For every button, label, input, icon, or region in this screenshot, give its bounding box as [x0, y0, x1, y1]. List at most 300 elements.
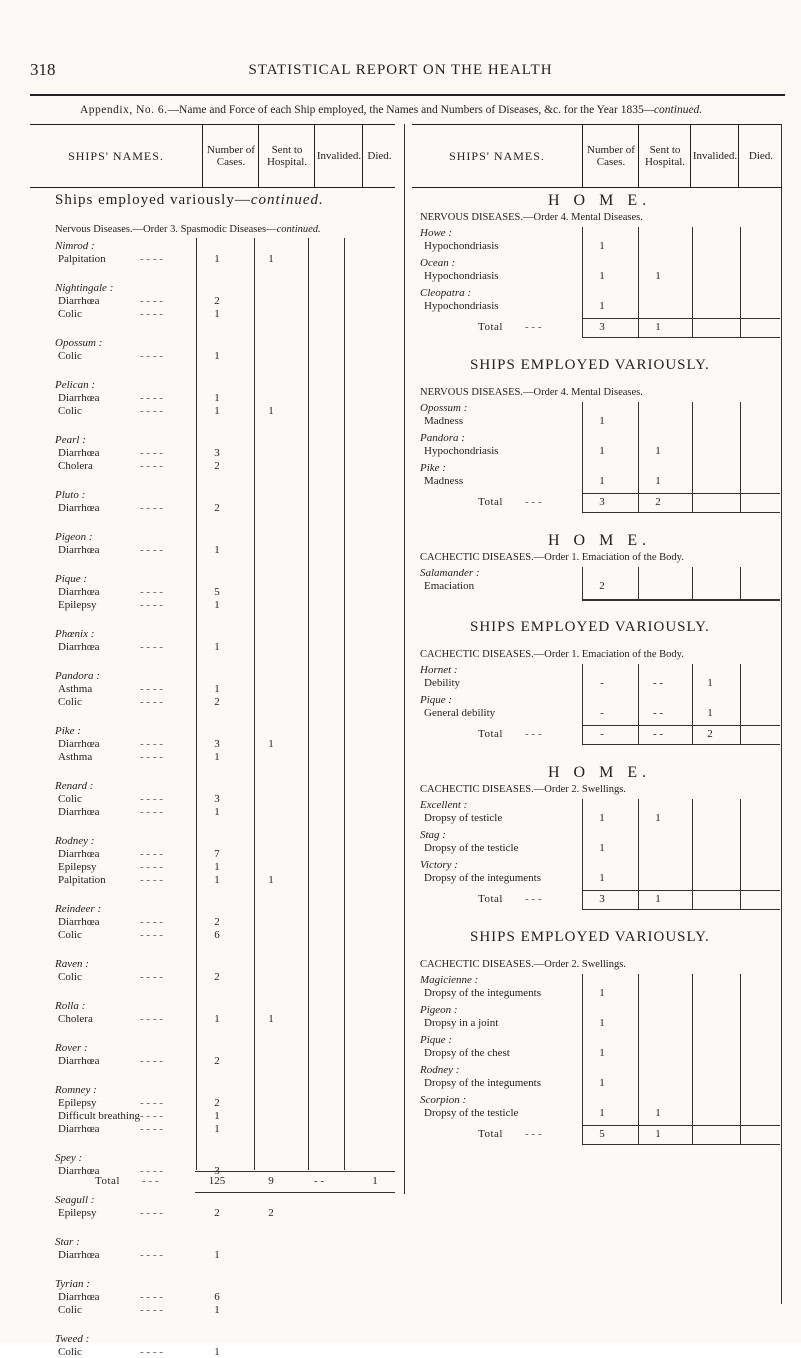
- right-outer-rule: [781, 124, 782, 1304]
- total-label: Total: [478, 496, 503, 508]
- home-heading: H O M E.: [548, 764, 652, 781]
- disease-name: Diarrhœa: [58, 447, 100, 459]
- disease-name: Diarrhœa: [58, 916, 100, 928]
- total-hospital: 2: [655, 496, 661, 508]
- cases-value: 2: [214, 696, 220, 708]
- cases-value: 2: [214, 971, 220, 983]
- disease-name: Diarrhœa: [58, 295, 100, 307]
- total-cases: 5: [599, 1128, 605, 1140]
- ship-name: Pike :: [55, 725, 81, 737]
- disease-name: Dropsy of the integuments: [424, 987, 542, 999]
- column-header-hospital: Sent to Hospital.: [258, 125, 315, 187]
- section-title-main: Ships employed variously—: [55, 192, 251, 208]
- ship-name: Hornet :: [420, 664, 458, 676]
- hospital-value: - -: [652, 677, 664, 689]
- total-cases: -: [600, 728, 604, 740]
- cases-value: 1: [599, 475, 605, 487]
- disease-name: Diarrhœa: [58, 586, 100, 598]
- disease-name: Dropsy in a joint: [424, 1017, 499, 1029]
- ship-name: Excellent :: [420, 799, 468, 811]
- leader-dots: - - - -: [140, 544, 163, 556]
- left-column-rule: [308, 238, 309, 1170]
- left-column-rule: [344, 238, 345, 1170]
- total-cases: 3: [599, 893, 605, 905]
- left-subhead-cont: continued.: [276, 224, 321, 235]
- block-subhead: CACHECTIC DISEASES.—Order 1. Emaciation of the Body.: [420, 649, 684, 660]
- cases-value: 1: [599, 812, 605, 824]
- cases-value: 1: [214, 1346, 220, 1358]
- disease-name: Diarrhœa: [58, 1165, 100, 1177]
- leader-dots: - - - -: [140, 502, 163, 514]
- block-subhead: CACHECTIC DISEASES.—Order 2. Swellings.: [420, 959, 626, 970]
- cases-value: 7: [214, 848, 220, 860]
- ship-name: Pearl :: [55, 434, 86, 446]
- block-column-rule: [692, 227, 693, 337]
- cases-value: 2: [214, 1097, 220, 1109]
- cases-value: 1: [599, 842, 605, 854]
- ship-name: Magicienne :: [420, 974, 479, 986]
- cases-value: 1: [214, 1110, 220, 1122]
- leader-dots: - - - -: [140, 806, 163, 818]
- ship-name: Star :: [55, 1236, 80, 1248]
- ship-name: Tweed :: [55, 1333, 90, 1345]
- ship-name: Spey :: [55, 1152, 83, 1164]
- total-invalided: - -: [313, 1175, 325, 1187]
- ship-name: Pique :: [420, 694, 453, 706]
- leader-dots: - - -: [525, 893, 542, 905]
- ship-name: Opossum :: [55, 337, 103, 349]
- page-number: 318: [30, 60, 56, 79]
- cases-value: 1: [599, 415, 605, 427]
- block-column-rule: [582, 227, 583, 337]
- disease-name: Epilepsy: [58, 1207, 97, 1219]
- varied-heading: SHIPS EMPLOYED VARIOUSLY.: [470, 619, 710, 635]
- cases-value: 1: [599, 1017, 605, 1029]
- block-column-rule: [692, 799, 693, 909]
- block-column-rule: [582, 402, 583, 512]
- cases-value: 1: [214, 350, 220, 362]
- leader-dots: - - - -: [140, 971, 163, 983]
- varied-heading: SHIPS EMPLOYED VARIOUSLY.: [470, 929, 710, 945]
- cases-value: 2: [214, 1055, 220, 1067]
- ship-name: Reindeer :: [55, 903, 102, 915]
- block-bottom-rule: [582, 599, 780, 601]
- cases-value: 1: [214, 874, 220, 886]
- hospital-value: 2: [268, 1207, 274, 1219]
- left-section-title: [55, 192, 324, 209]
- disease-name: Colic: [58, 929, 82, 941]
- cases-value: 5: [214, 586, 220, 598]
- disease-name: Hypochondriasis: [424, 300, 499, 312]
- leader-dots: - - - -: [140, 586, 163, 598]
- disease-name: Colic: [58, 1304, 82, 1316]
- ship-name: Pluto :: [55, 489, 86, 501]
- column-header-hospital: Sent to Hospital.: [638, 125, 691, 187]
- cases-value: 1: [599, 300, 605, 312]
- cases-value: 2: [214, 916, 220, 928]
- total-top-rule: [582, 318, 780, 319]
- disease-name: Colic: [58, 308, 82, 320]
- total-top-rule: [582, 493, 780, 494]
- leader-dots: - - -: [525, 321, 542, 333]
- cases-value: 1: [214, 392, 220, 404]
- cases-value: 1: [214, 683, 220, 695]
- disease-name: Colic: [58, 971, 82, 983]
- cases-value: 1: [214, 861, 220, 873]
- column-header-invalided: Invalided.: [690, 125, 739, 187]
- hospital-value: 1: [655, 812, 661, 824]
- total-hospital: 1: [655, 893, 661, 905]
- disease-name: Hypochondriasis: [424, 270, 499, 282]
- section-title-cont: continued.: [250, 192, 324, 208]
- ship-name: Pike :: [420, 462, 446, 474]
- column-header-cases: Number of Cases.: [582, 125, 639, 187]
- disease-name: Diarrhœa: [58, 502, 100, 514]
- leader-dots: - - - -: [140, 1123, 163, 1135]
- ship-name: Romney :: [55, 1084, 97, 1096]
- block-column-rule: [740, 664, 741, 744]
- ship-name: Nightingale :: [55, 282, 114, 294]
- ship-name: Nimrod :: [55, 240, 95, 252]
- block-subhead: CACHECTIC DISEASES.—Order 1. Emaciation of the Body.: [420, 552, 684, 563]
- block-column-rule: [582, 799, 583, 909]
- leader-dots: - - - -: [140, 683, 163, 695]
- cases-value: 1: [214, 405, 220, 417]
- disease-name: Dropsy of the testicle: [424, 1107, 519, 1119]
- ship-name: Phœnix :: [55, 628, 95, 640]
- leader-dots: - - - -: [140, 874, 163, 886]
- hospital-value: 1: [655, 270, 661, 282]
- leader-dots: - - - -: [140, 916, 163, 928]
- cases-value: 2: [214, 460, 220, 472]
- leader-dots: - - - -: [140, 751, 163, 763]
- cases-value: 1: [599, 872, 605, 884]
- cases-value: 1: [214, 599, 220, 611]
- block-column-rule: [582, 664, 583, 744]
- leader-dots: - - -: [525, 1128, 542, 1140]
- left-column-rule: [196, 238, 197, 1170]
- cases-value: 1: [214, 641, 220, 653]
- disease-name: Cholera: [58, 460, 93, 472]
- disease-name: Diarrhœa: [58, 1249, 100, 1261]
- disease-name: Diarrhœa: [58, 738, 100, 750]
- cases-value: 1: [214, 1304, 220, 1316]
- cases-value: 2: [214, 295, 220, 307]
- total-label: Total: [478, 728, 503, 740]
- cases-value: 2: [214, 502, 220, 514]
- running-title: STATISTICAL REPORT ON THE HEALTH: [248, 62, 553, 78]
- column-header-ships: SHIPS' NAMES.: [449, 149, 545, 163]
- disease-name: Diarrhœa: [58, 392, 100, 404]
- leader-dots: - - - -: [140, 1291, 163, 1303]
- disease-name: Dropsy of the integuments: [424, 872, 542, 884]
- ship-name: Rover :: [55, 1042, 88, 1054]
- total-bottom-rule: [582, 909, 780, 910]
- cases-value: 1: [599, 240, 605, 252]
- leader-dots: - - - -: [140, 861, 163, 873]
- left-bottom-rule: [195, 1192, 395, 1193]
- hospital-value: 1: [655, 445, 661, 457]
- ship-name: Tyrian :: [55, 1278, 90, 1290]
- cases-value: 1: [214, 751, 220, 763]
- varied-heading: SHIPS EMPLOYED VARIOUSLY.: [470, 357, 710, 373]
- leader-dots: - - - -: [140, 1013, 163, 1025]
- cases-value: 1: [214, 806, 220, 818]
- total-hospital: 1: [655, 321, 661, 333]
- hospital-value: 1: [268, 1013, 274, 1025]
- leader-dots: - - -: [525, 728, 542, 740]
- ship-name: Salamander :: [420, 567, 480, 579]
- disease-name: Madness: [424, 475, 464, 487]
- home-heading: H O M E.: [548, 192, 652, 209]
- total-bottom-rule: [582, 512, 780, 513]
- home-heading: H O M E.: [548, 532, 652, 549]
- block-column-rule: [638, 227, 639, 337]
- left-column-rule: [254, 238, 255, 1170]
- column-header-died: Died.: [738, 125, 783, 187]
- block-subhead: CACHECTIC DISEASES.—Order 2. Swellings.: [420, 784, 626, 795]
- cases-value: 3: [214, 793, 220, 805]
- block-column-rule: [740, 567, 741, 599]
- disease-name: Asthma: [58, 683, 93, 695]
- total-invalided: 2: [707, 728, 713, 740]
- leader-dots: - - - -: [140, 1304, 163, 1316]
- cases-value: -: [600, 707, 604, 719]
- leader-dots: - - - -: [140, 793, 163, 805]
- column-header-died: Died.: [362, 125, 396, 187]
- leader-dots: - - - -: [140, 308, 163, 320]
- block-column-rule: [692, 664, 693, 744]
- ship-name: Rolla :: [55, 1000, 86, 1012]
- cases-value: -: [600, 677, 604, 689]
- disease-name: Diarrhœa: [58, 1291, 100, 1303]
- block-subhead: NERVOUS DISEASES.—Order 4. Mental Diseases.: [420, 387, 643, 398]
- cases-value: 1: [214, 308, 220, 320]
- hospital-value: - -: [652, 707, 664, 719]
- disease-name: Palpitation: [58, 253, 106, 265]
- hospital-value: 1: [655, 1107, 661, 1119]
- disease-name: Colic: [58, 1346, 82, 1358]
- leader-dots: - - - -: [140, 1249, 163, 1261]
- total-label: Total: [478, 321, 503, 333]
- ship-name: Ocean :: [420, 257, 456, 269]
- disease-name: Difficult breathing: [58, 1110, 140, 1122]
- caption-prefix: Appendix, No. 6.: [80, 104, 168, 116]
- block-column-rule: [740, 402, 741, 512]
- disease-name: Diarrhœa: [58, 806, 100, 818]
- block-column-rule: [638, 799, 639, 909]
- disease-name: General debility: [424, 707, 496, 719]
- right-column-divider: [404, 124, 405, 1194]
- disease-name: Colic: [58, 405, 82, 417]
- caption-suffix: —continued.: [643, 104, 703, 116]
- ship-name: Pigeon :: [55, 531, 93, 543]
- cases-value: 3: [214, 738, 220, 750]
- leader-dots: - - - -: [140, 599, 163, 611]
- total-cases: 3: [599, 496, 605, 508]
- leader-dots: - - - -: [140, 641, 163, 653]
- leader-dots: - - - -: [140, 392, 163, 404]
- cases-value: 1: [214, 1123, 220, 1135]
- block-subhead: NERVOUS DISEASES.—Order 4. Mental Diseases.: [420, 212, 643, 223]
- hospital-value: 1: [268, 405, 274, 417]
- column-header-cases: Number of Cases.: [202, 125, 259, 187]
- block-column-rule: [638, 974, 639, 1144]
- cases-value: 1: [599, 270, 605, 282]
- cases-value: 1: [599, 987, 605, 999]
- column-header-invalided: Invalided.: [314, 125, 363, 187]
- ship-name: Pandora :: [420, 432, 465, 444]
- ship-name: Cleopatra :: [420, 287, 472, 299]
- leader-dots: - - - -: [140, 1055, 163, 1067]
- ship-name: Seagull :: [55, 1194, 95, 1206]
- disease-name: Diarrhœa: [58, 1055, 100, 1067]
- hospital-value: 1: [268, 738, 274, 750]
- disease-name: Diarrhœa: [58, 848, 100, 860]
- leader-dots: - - - -: [140, 696, 163, 708]
- left-subhead-text: Nervous Diseases.—Order 3. Spasmodic Diseases—: [55, 224, 277, 235]
- ship-name: Stag :: [420, 829, 446, 841]
- cases-value: 1: [214, 1249, 220, 1261]
- hospital-value: 1: [655, 475, 661, 487]
- block-column-rule: [638, 402, 639, 512]
- cases-value: 2: [214, 1207, 220, 1219]
- total-label: Total: [478, 893, 503, 905]
- invalided-value: 1: [707, 707, 713, 719]
- total-bottom-rule: [582, 744, 780, 745]
- ship-name: Pelican :: [55, 379, 96, 391]
- disease-name: Debility: [424, 677, 461, 689]
- leader-dots: - - - -: [140, 405, 163, 417]
- leader-dots: - - - -: [140, 1207, 163, 1219]
- total-label: Total: [478, 1128, 503, 1140]
- left-total-label: Total: [95, 1175, 120, 1187]
- leader-dots: - - - -: [140, 295, 163, 307]
- ship-name: Victory :: [420, 859, 458, 871]
- disease-name: Epilepsy: [58, 861, 97, 873]
- disease-name: Asthma: [58, 751, 93, 763]
- leader-dots: - - - -: [140, 1346, 163, 1358]
- total-top-rule: [582, 890, 780, 891]
- disease-name: Colic: [58, 350, 82, 362]
- leader-dots: - - - -: [140, 929, 163, 941]
- total-died: 1: [372, 1175, 378, 1187]
- total-cases: 3: [599, 321, 605, 333]
- ship-name: Rodney :: [55, 835, 95, 847]
- disease-name: Emaciation: [424, 580, 475, 592]
- block-column-rule: [692, 974, 693, 1144]
- leader-dots: - - - -: [140, 447, 163, 459]
- ship-name: Pigeon :: [420, 1004, 458, 1016]
- total-top-rule: [582, 1125, 780, 1126]
- leader-dots: - - - -: [140, 738, 163, 750]
- leader-dots: - - - -: [140, 1110, 163, 1122]
- ship-name: Pique :: [420, 1034, 453, 1046]
- cases-value: 1: [599, 445, 605, 457]
- disease-name: Diarrhœa: [58, 1123, 100, 1135]
- hospital-value: 1: [268, 874, 274, 886]
- cases-value: 1: [214, 253, 220, 265]
- block-column-rule: [638, 567, 639, 599]
- total-hospital: - -: [652, 728, 664, 740]
- table-caption: [80, 104, 780, 116]
- block-column-rule: [582, 974, 583, 1144]
- cases-value: 6: [214, 1291, 220, 1303]
- block-column-rule: [692, 567, 693, 599]
- disease-name: Diarrhœa: [58, 544, 100, 556]
- block-column-rule: [582, 567, 583, 599]
- total-hospital: 1: [655, 1128, 661, 1140]
- ship-name: Opossum :: [420, 402, 468, 414]
- total-hospital: 9: [268, 1175, 274, 1187]
- disease-name: Hypochondriasis: [424, 240, 499, 252]
- invalided-value: 1: [707, 677, 713, 689]
- cases-value: 1: [599, 1107, 605, 1119]
- left-subhead: [55, 224, 321, 235]
- total-bottom-rule: [582, 337, 780, 338]
- leader-dots: - - - -: [140, 460, 163, 472]
- disease-name: Colic: [58, 793, 82, 805]
- total-bottom-rule: [582, 1144, 780, 1145]
- leader-dots: - - - -: [140, 1097, 163, 1109]
- disease-name: Dropsy of the integuments: [424, 1077, 542, 1089]
- total-top-rule: [582, 725, 780, 726]
- block-column-rule: [638, 664, 639, 744]
- disease-name: Hypochondriasis: [424, 445, 499, 457]
- cases-value: 6: [214, 929, 220, 941]
- disease-name: Cholera: [58, 1013, 93, 1025]
- ship-name: Pique :: [55, 573, 88, 585]
- caption-text: —Name and Force of each Ship employed, the Names and Numbers of Diseases, &c. for the Year 1835: [167, 104, 644, 116]
- column-header-ships: SHIPS' NAMES.: [68, 149, 164, 163]
- block-column-rule: [740, 227, 741, 337]
- disease-name: Diarrhœa: [58, 641, 100, 653]
- total-cases: 125: [208, 1175, 226, 1187]
- leader-dots: - - - -: [140, 848, 163, 860]
- cases-value: 3: [214, 447, 220, 459]
- disease-name: Colic: [58, 696, 82, 708]
- ship-name: Scorpion :: [420, 1094, 467, 1106]
- block-column-rule: [740, 799, 741, 909]
- ship-name: Howe :: [420, 227, 453, 239]
- left-column-headers: [30, 124, 395, 188]
- disease-name: Dropsy of the testicle: [424, 842, 519, 854]
- block-column-rule: [740, 974, 741, 1144]
- cases-value: 1: [214, 1013, 220, 1025]
- cases-value: 1: [599, 1077, 605, 1089]
- hospital-value: 1: [268, 253, 274, 265]
- cases-value: 1: [214, 544, 220, 556]
- cases-value: 1: [599, 1047, 605, 1059]
- block-column-rule: [692, 402, 693, 512]
- leader-dots: - - -: [142, 1175, 159, 1187]
- right-column-headers: [412, 124, 782, 188]
- leader-dots: - - - -: [140, 253, 163, 265]
- cases-value: 2: [599, 580, 605, 592]
- leader-dots: - - - -: [140, 350, 163, 362]
- leader-dots: - - - -: [140, 1165, 163, 1177]
- disease-name: Dropsy of testicle: [424, 812, 503, 824]
- disease-name: Dropsy of the chest: [424, 1047, 510, 1059]
- disease-name: Madness: [424, 415, 464, 427]
- ship-name: Pandora :: [55, 670, 100, 682]
- disease-name: Palpitation: [58, 874, 106, 886]
- disease-name: Epilepsy: [58, 1097, 97, 1109]
- leader-dots: - - -: [525, 496, 542, 508]
- header-rule: [30, 94, 785, 96]
- ship-name: Rodney :: [420, 1064, 460, 1076]
- disease-name: Epilepsy: [58, 599, 97, 611]
